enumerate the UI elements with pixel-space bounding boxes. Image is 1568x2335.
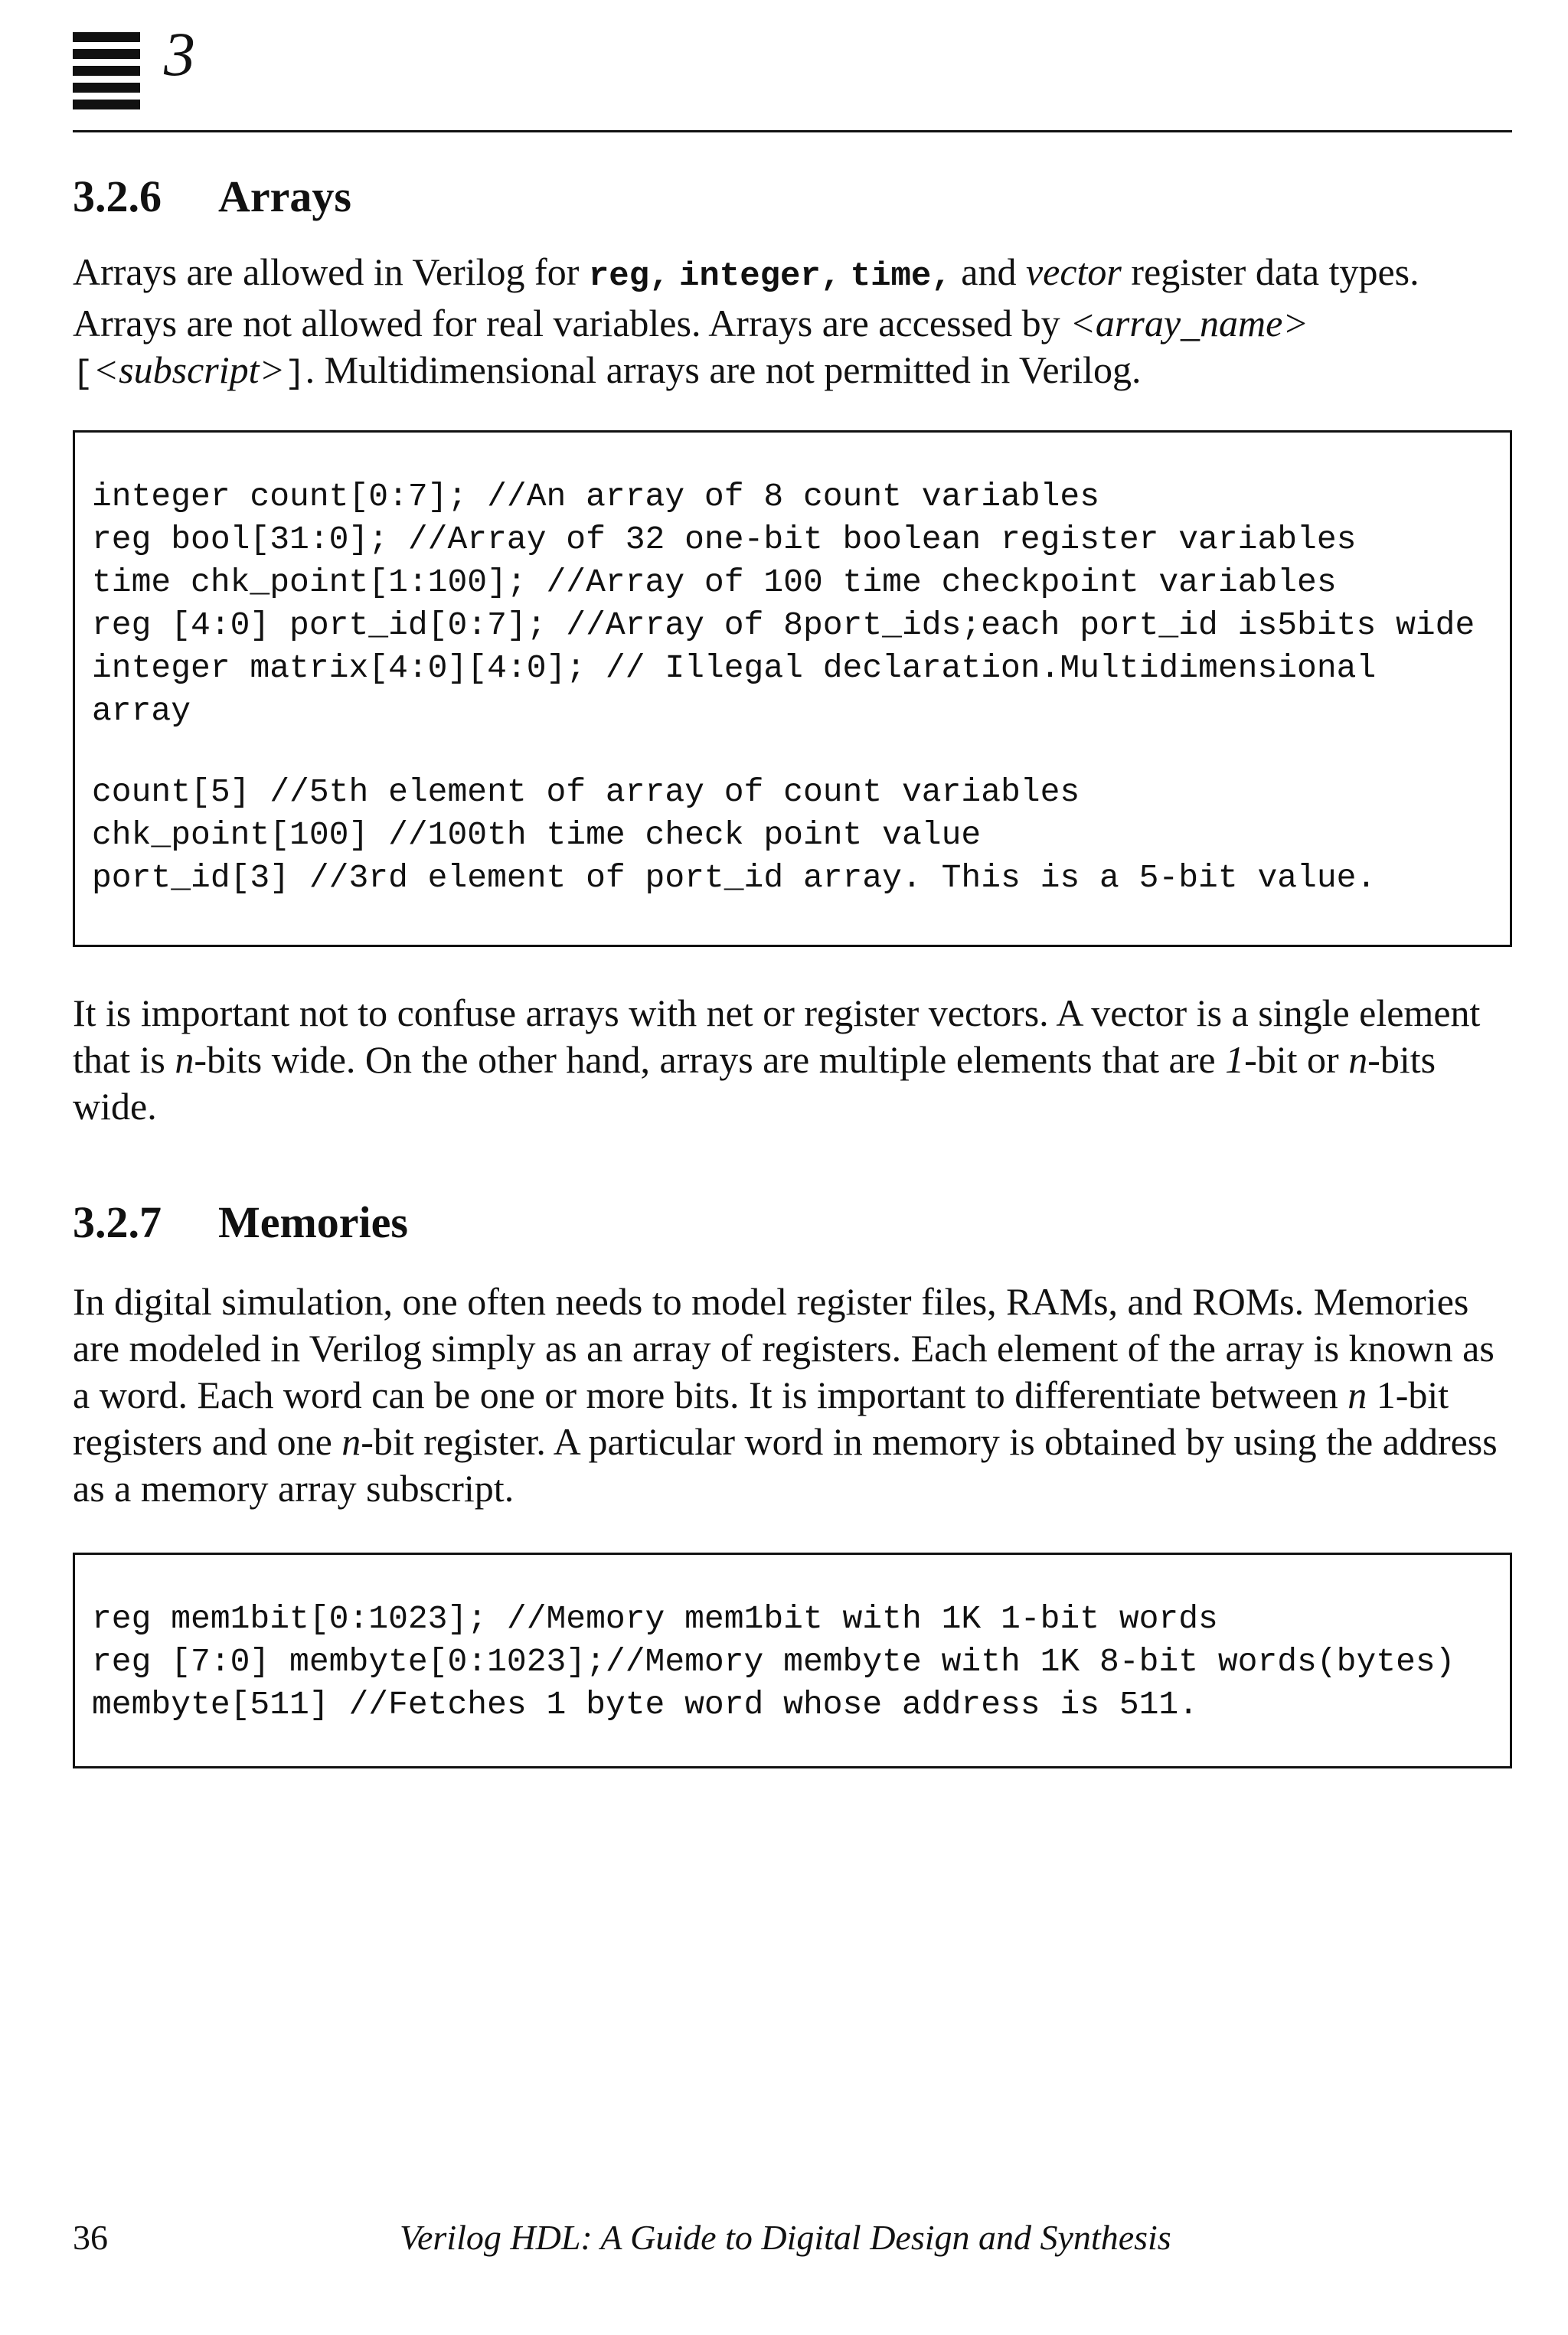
text-run: and: [951, 250, 1026, 293]
arrays-code-block: [73, 430, 1512, 947]
chapter-mark-icon: [73, 32, 149, 116]
term-subscript: <subscript>: [93, 348, 286, 391]
code-line: chk_point[100] //100th time check point value: [92, 816, 982, 854]
term-one: 1: [1225, 1038, 1245, 1081]
code-line: integer count[0:7]; //An array of 8 count variables: [92, 478, 1100, 515]
term-n: n: [1348, 1038, 1368, 1081]
code-line: reg bool[31:0]; //Array of 32 one-bit boolean register variables: [92, 521, 1357, 558]
section-heading-arrays: [73, 171, 351, 221]
text-run: It is important not to confuse arrays with net or register vectors. A vector is a single element that is: [73, 991, 1481, 1081]
memories-intro-paragraph: [73, 1279, 1512, 1512]
term-vector: vector: [1025, 250, 1122, 293]
memories-code-block: [73, 1553, 1512, 1768]
text-run: In digital simulation, one often needs to model register files, RAMs, and ROMs. Memories are modeled in Verilog simply as an array of registers. Each element of the array is known as a word. Each word can be one or more bits. It is important to differentiate between: [73, 1280, 1494, 1416]
text-run: register data types. Arrays are not allowed for real variables. Arrays are accessed by: [73, 250, 1419, 345]
text-run: -bit register. A particular word in memory is obtained by using the address as a memory array subscript.: [73, 1420, 1498, 1510]
text-run: . Multidimensional arrays are not permitted in Verilog.: [305, 348, 1142, 391]
arrays-note-paragraph: [73, 990, 1512, 1130]
code-line: time chk_point[1:100]; //Array of 100 time checkpoint variables: [92, 563, 1337, 601]
code-line: count[5] //5th element of array of count variables: [92, 773, 1080, 811]
text-run: -bits wide. On the other hand, arrays are multiple elements that are: [194, 1038, 1226, 1081]
text-run: -bits wide.: [73, 1038, 1436, 1128]
term-array-name: <array_name>: [1070, 302, 1309, 345]
text-run: -bit or: [1244, 1038, 1349, 1081]
code-line: reg [4:0] port_id[0:7]; //Array of 8port_ids;each port_id is5bits wide: [92, 606, 1475, 644]
code-line: membyte[511] //Fetches 1 byte word whose address is 511.: [92, 1686, 1199, 1723]
code-line: array: [92, 692, 191, 730]
section-heading-memories: [73, 1197, 408, 1247]
book-title: Verilog HDL: A Guide to Digital Design and Synthesis: [400, 2218, 1171, 2257]
text-run: 1-bit registers and one: [73, 1373, 1449, 1463]
term-n: n: [341, 1420, 361, 1463]
chapter-number: 3: [164, 19, 195, 89]
bracket-open: [: [73, 355, 93, 394]
section-title: Memories: [218, 1197, 408, 1247]
keyword-time: time,: [850, 257, 952, 296]
section-title: Arrays: [218, 171, 351, 221]
section-number: 3.2.6: [73, 171, 162, 221]
bracket-close: ]: [285, 355, 305, 394]
keyword-integer: integer,: [678, 257, 841, 296]
text-run: Arrays are allowed in Verilog for: [73, 250, 589, 293]
code-line: port_id[3] //3rd element of port_id array. This is a 5-bit value.: [92, 859, 1377, 896]
term-n: n: [1348, 1373, 1367, 1416]
code-line: integer matrix[4:0][4:0]; // Illegal declaration.Multidimensional: [92, 649, 1377, 687]
code-line: reg [7:0] membyte[0:1023];//Memory membyte with 1K 8-bit words(bytes): [92, 1643, 1455, 1680]
code-line: reg mem1bit[0:1023]; //Memory mem1bit with 1K 1-bit words: [92, 1600, 1218, 1638]
arrays-intro-paragraph: [73, 249, 1512, 398]
header-rule: [73, 130, 1512, 132]
page-number: 36: [73, 2218, 108, 2257]
term-n: n: [175, 1038, 194, 1081]
section-number: 3.2.7: [73, 1197, 162, 1247]
keyword-reg: reg,: [588, 257, 670, 296]
